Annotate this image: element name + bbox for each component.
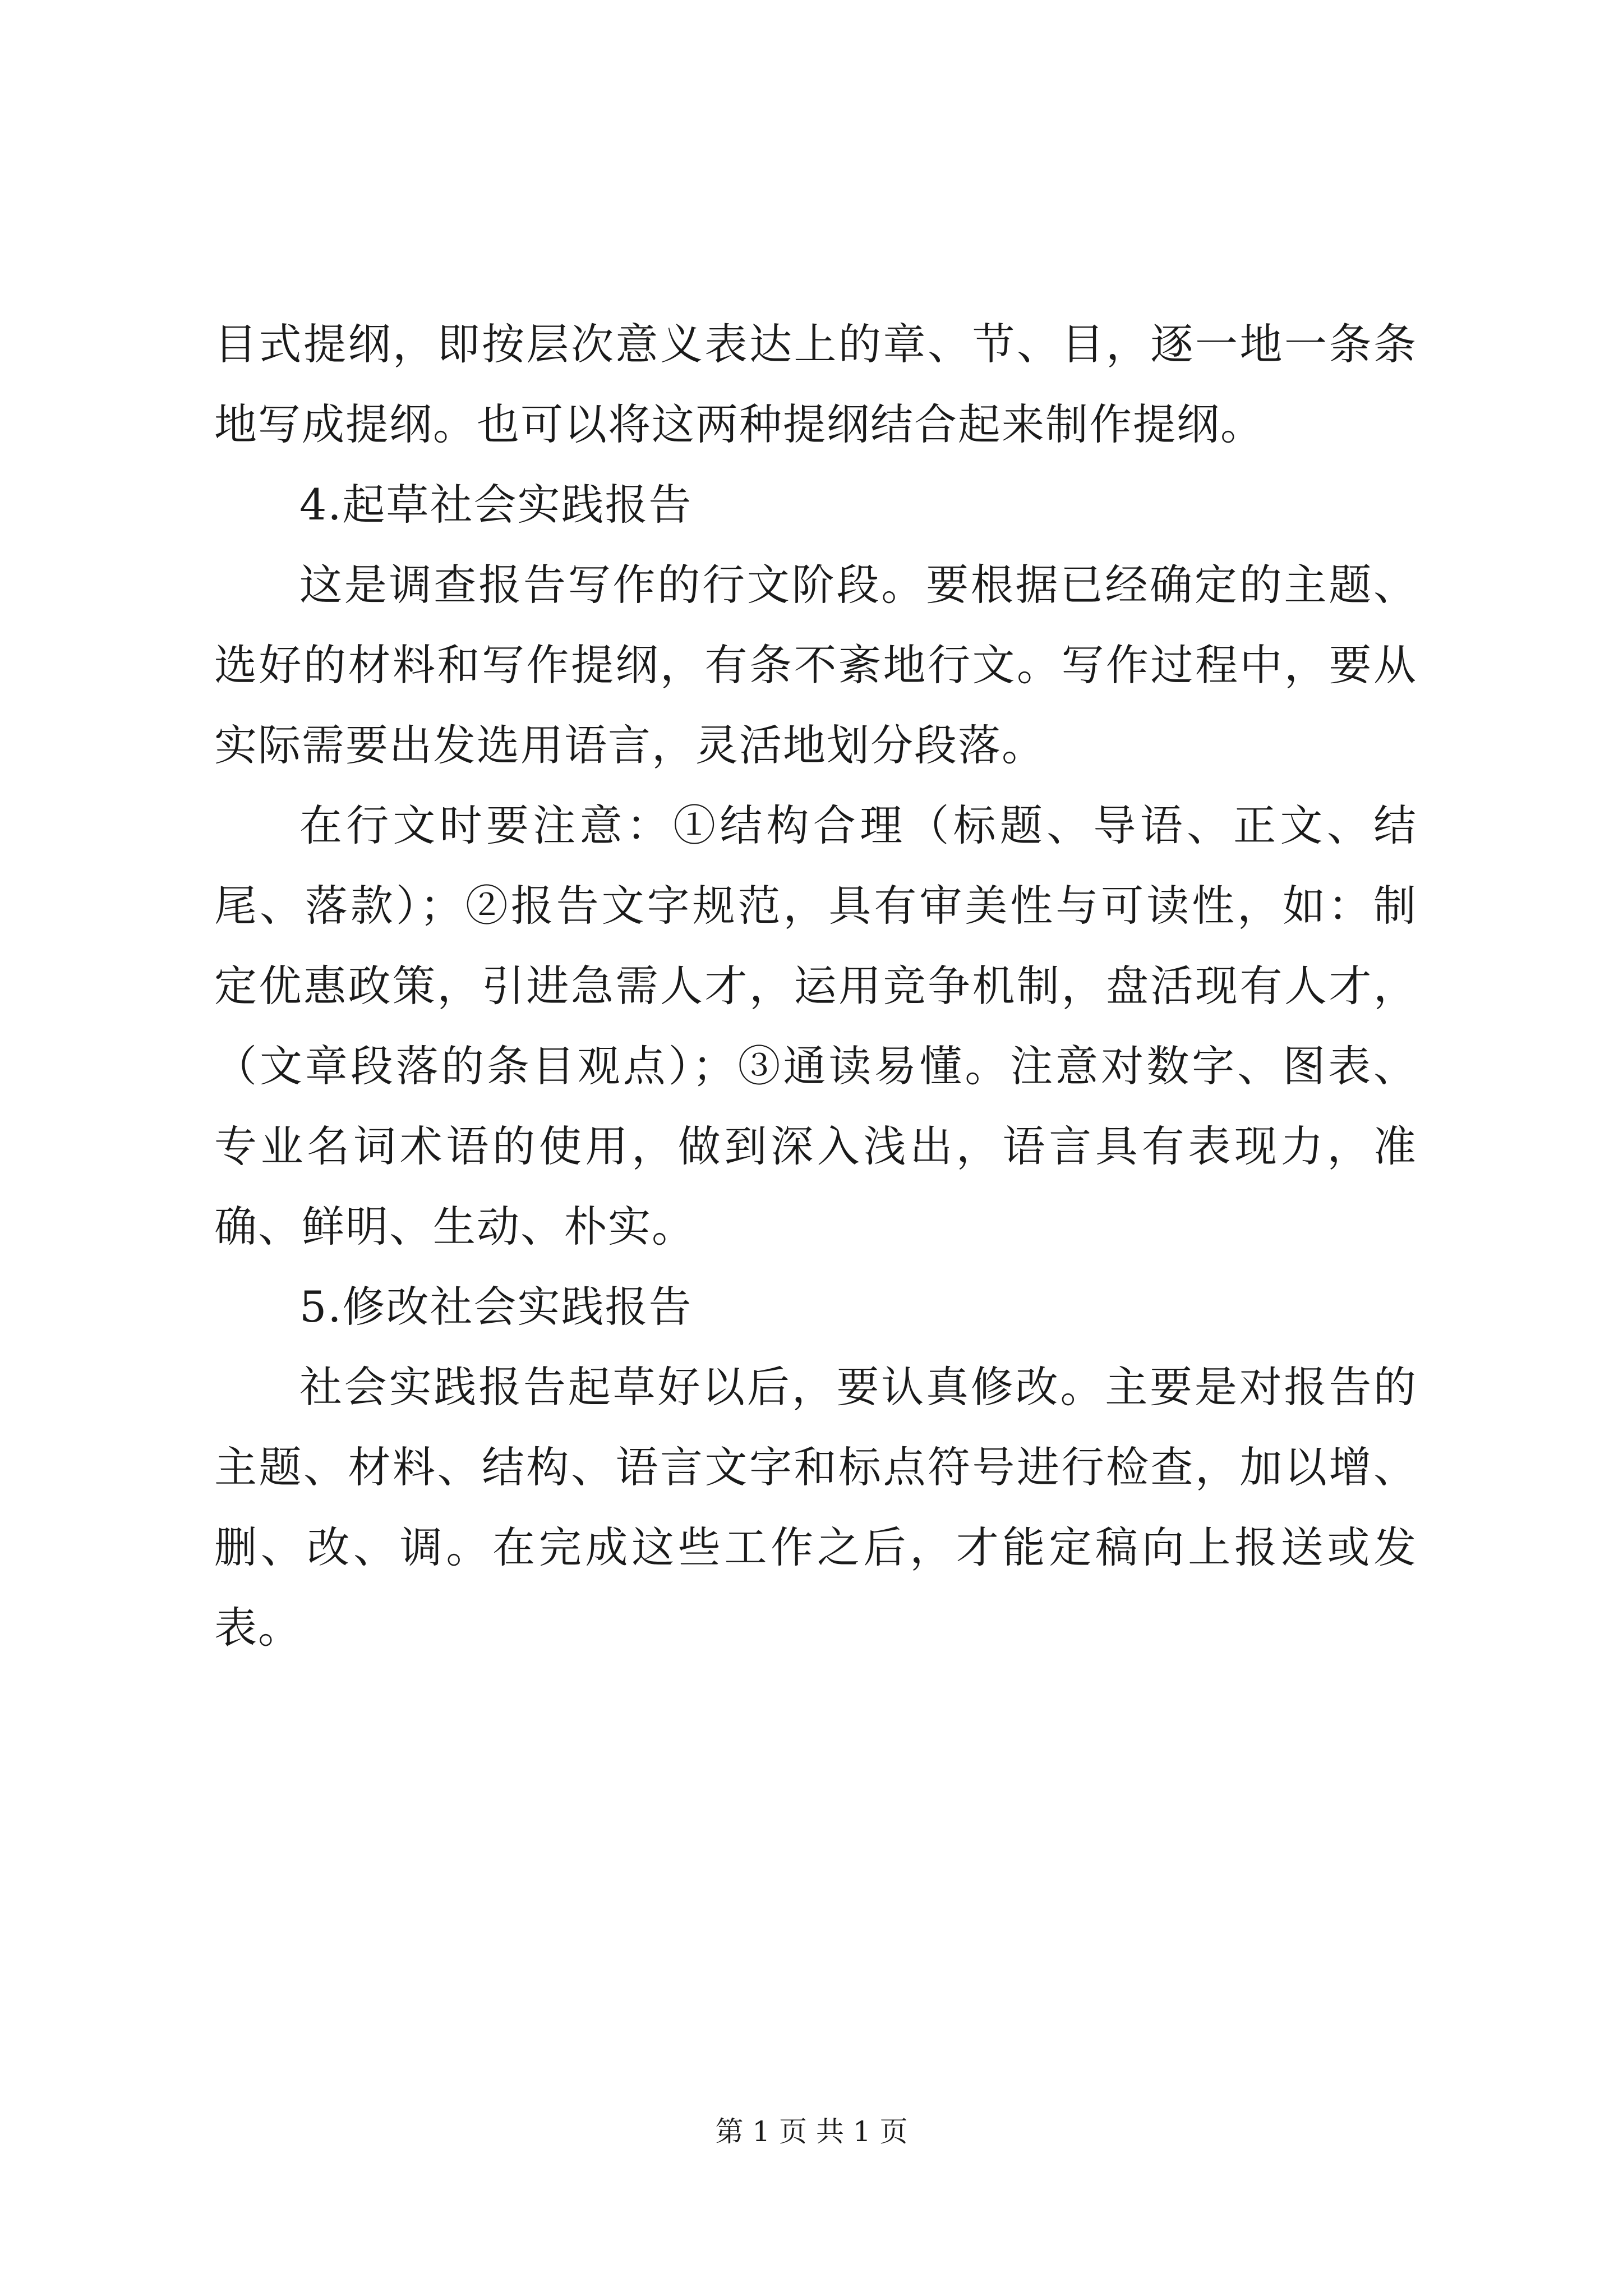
paragraph-revision: 社会实践报告起草好以后，要认真修改。主要是对报告的主题、材料、结构、语言文字和标点符号进行检查，加以增、删、改、调。在完成这些工作之后，才能定稿向上报送或发表。 [214,1362,1417,1653]
document-body [214,304,1417,1668]
section-heading-draft-report: 4.起草社会实践报告 [299,480,693,530]
paragraph-drafting-stage: 这是调查报告写作的行文阶段。要根据已经确定的主题、选好的材料和写作提纲，有条不紊地行文。写作过程中，要从实际需要出发选用语言，灵活地划分段落。 [214,560,1417,770]
page-footer [0,2112,1623,2151]
section-heading-revise-report: 5.修改社会实践报告 [299,1282,693,1332]
paragraph-writing-notes: 在行文时要注意：①结构合理（标题、导语、正文、结尾、落款）；②报告文字规范，具有审美性与可读性，如：制定优惠政策，引进急需人才，运用竞争机制，盘活现有人才，（文章段落的条目观点）；③通读易懂。注意对数字、图表、专业名词术语的使用，做到深入浅出，语言具有表现力，准确、鲜明、生动、朴实。 [214,800,1417,1251]
paragraph-outline-continued: 目式提纲，即按层次意义表达上的章、节、目，逐一地一条条地写成提纲。也可以将这两种提纲结合起来制作提纲。 [214,319,1417,449]
page-number-label: 第 1 页 共 1 页 [715,2115,908,2148]
